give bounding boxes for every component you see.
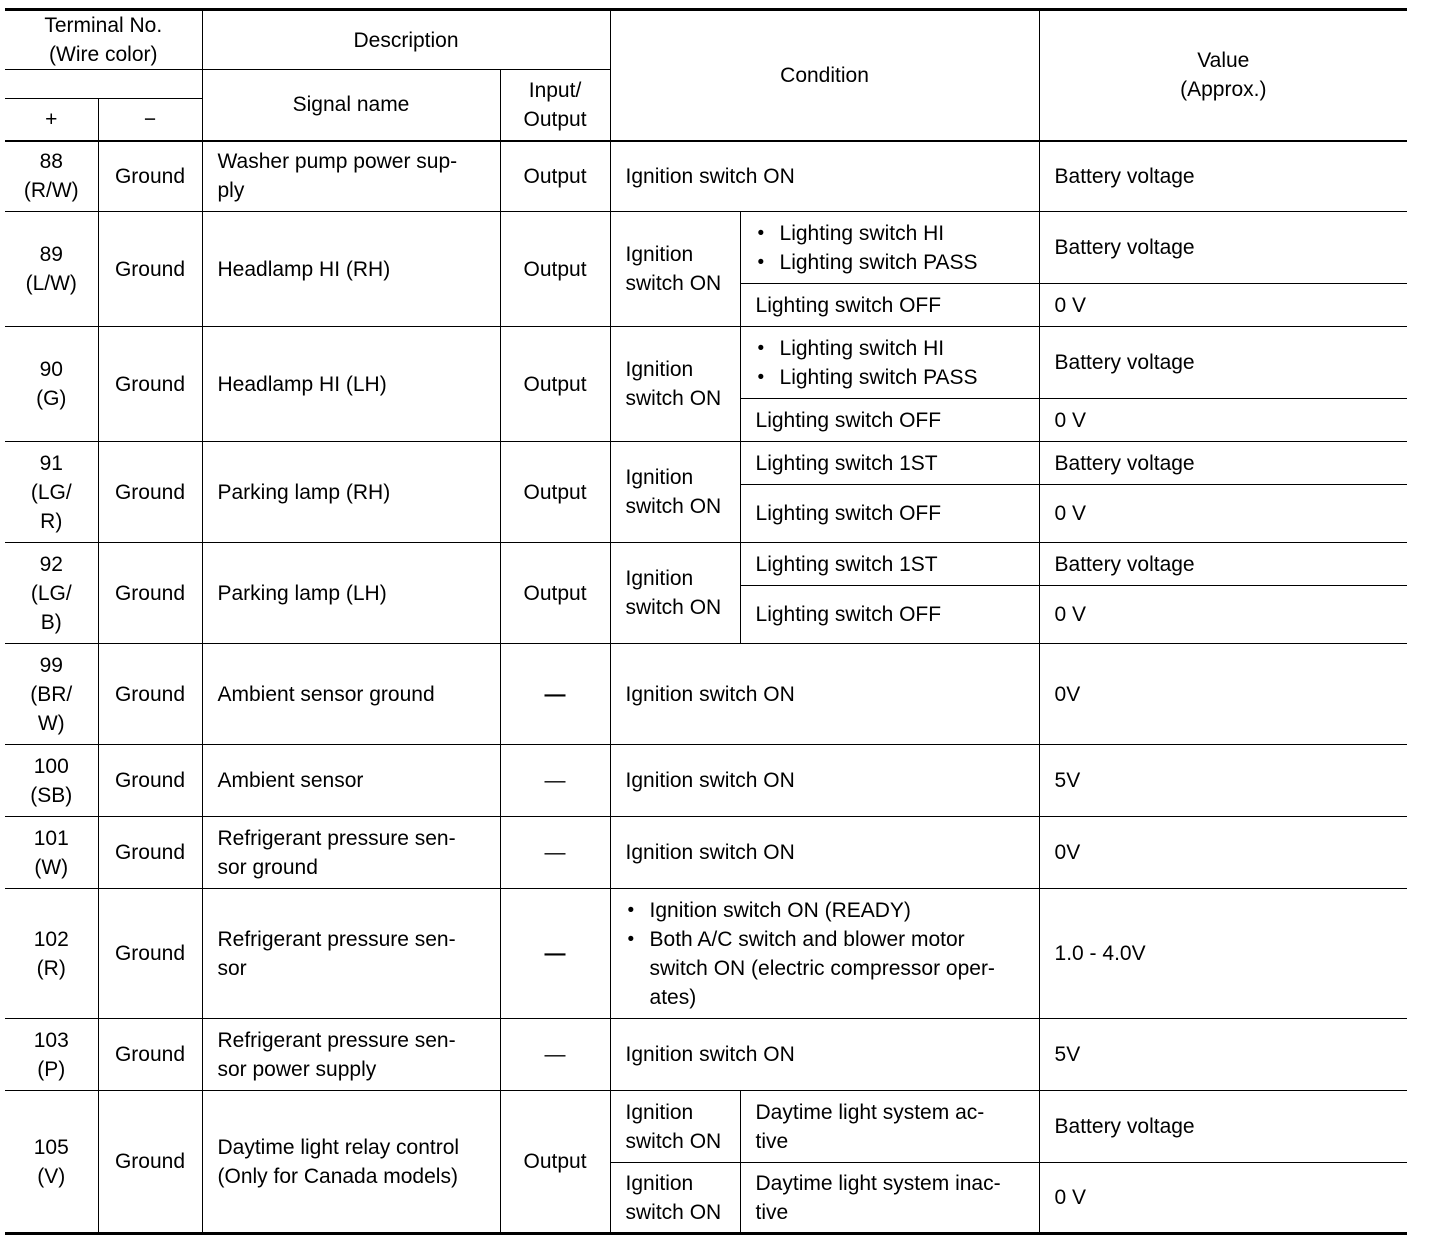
- condition-line: Ignition: [625, 466, 694, 489]
- signal-name: Headlamp HI (RH): [202, 212, 500, 327]
- condition-line: switch ON: [625, 596, 722, 619]
- header-description: Description: [202, 10, 610, 70]
- condition-line: Ignition: [625, 1171, 694, 1195]
- signal-name: [202, 817, 500, 889]
- condition-line: Ignition: [625, 1100, 694, 1124]
- value: 5V: [1039, 1019, 1407, 1091]
- terminal-cell: [5, 817, 98, 889]
- value: 0 V: [1039, 399, 1407, 442]
- terminal-cell: [5, 889, 98, 1019]
- input-output: —: [500, 817, 610, 889]
- table-row: [5, 889, 1407, 1019]
- condition-ignition: [610, 327, 740, 442]
- table-row: [5, 644, 1407, 745]
- condition-line: ates): [649, 985, 697, 1009]
- condition-sub: Lighting switch OFF: [740, 399, 1039, 442]
- terminal-number: 89: [39, 243, 63, 266]
- condition-line: switch ON: [625, 1129, 722, 1153]
- input-output: Output: [500, 141, 610, 212]
- signal-name: Ambient sensor ground: [202, 644, 500, 745]
- condition-line: switch ON: [625, 387, 722, 410]
- terminal-number: 103: [33, 1028, 69, 1052]
- input-output: Output: [500, 327, 610, 442]
- table-row: [5, 1019, 1407, 1091]
- wire-color: B): [40, 610, 62, 634]
- terminal-table: [5, 8, 1407, 1235]
- signal-line: Daytime light relay control: [217, 1135, 460, 1159]
- header-condition: Condition: [610, 10, 1039, 141]
- table-row: [5, 442, 1407, 485]
- condition-sub: Lighting switch 1ST: [740, 543, 1039, 586]
- negative-terminal: Ground: [98, 442, 202, 543]
- terminal-cell: [5, 212, 98, 327]
- condition-ignition: [610, 1163, 740, 1234]
- list-item: • Lighting switch PASS: [756, 248, 1024, 277]
- value: 0 V: [1039, 485, 1407, 543]
- value: 0 V: [1039, 1163, 1407, 1234]
- bullet-list: [626, 896, 1024, 1012]
- terminal-number: 102: [33, 927, 69, 951]
- terminal-number: 88: [39, 150, 63, 174]
- condition-line: Daytime light system inac-: [755, 1171, 1001, 1195]
- value: Battery voltage: [1039, 327, 1407, 399]
- condition: Ignition switch ON: [610, 817, 1039, 889]
- bullet-list: [756, 219, 1024, 277]
- terminal-number: 99: [39, 653, 63, 677]
- signal-name: [202, 1091, 500, 1234]
- negative-terminal: Ground: [98, 1019, 202, 1091]
- wire-color: (SB): [30, 783, 73, 807]
- terminal-cell: [5, 141, 98, 212]
- value: Battery voltage: [1039, 442, 1407, 485]
- condition-ignition: [610, 212, 740, 327]
- signal-line: (Only for Canada models): [217, 1164, 458, 1188]
- header-value-label: Value: [1197, 49, 1250, 73]
- signal-line: sor ground: [217, 855, 318, 879]
- negative-terminal: Ground: [98, 745, 202, 817]
- wire-color: (W): [34, 855, 69, 879]
- signal-name: [202, 889, 500, 1019]
- terminal-number: 92: [39, 552, 63, 576]
- terminal-number: 101: [33, 826, 69, 850]
- signal-name: Parking lamp (RH): [202, 442, 500, 543]
- condition-sub: [740, 327, 1039, 399]
- header-value: [1039, 10, 1407, 141]
- header-spacer: [5, 70, 202, 99]
- negative-terminal: Ground: [98, 543, 202, 644]
- condition-line: tive: [755, 1200, 789, 1224]
- table-row: [5, 1091, 1407, 1163]
- condition-line: Daytime light system ac-: [755, 1100, 985, 1124]
- input-output: —: [500, 889, 610, 1019]
- header-approx-label: (Approx.): [1180, 78, 1267, 102]
- table-row: [5, 141, 1407, 212]
- list-item: • Lighting switch PASS: [756, 363, 1024, 392]
- condition-sub: Lighting switch OFF: [740, 586, 1039, 644]
- signal-line: Refrigerant pressure sen-: [217, 927, 456, 951]
- condition-sub: Lighting switch 1ST: [740, 442, 1039, 485]
- terminal-cell: [5, 1019, 98, 1091]
- negative-terminal: Ground: [98, 141, 202, 212]
- header-terminal-label: Terminal No.: [44, 14, 163, 37]
- condition: Ignition switch ON: [610, 141, 1039, 212]
- terminal-cell: [5, 327, 98, 442]
- wire-color: (P): [37, 1057, 66, 1081]
- value: Battery voltage: [1039, 1091, 1407, 1163]
- terminal-cell: [5, 543, 98, 644]
- wire-color: (V): [37, 1164, 66, 1188]
- terminal-number: 100: [33, 754, 69, 778]
- terminal-number: 90: [39, 358, 63, 381]
- terminal-cell: [5, 644, 98, 745]
- wire-color: (LG/: [30, 581, 72, 605]
- list-item: • Lighting switch HI: [756, 219, 1024, 248]
- condition-line: Ignition: [625, 567, 694, 590]
- negative-terminal: Ground: [98, 889, 202, 1019]
- table-row: [5, 745, 1407, 817]
- header-signal-name: Signal name: [202, 70, 500, 141]
- wire-color: W): [37, 711, 65, 735]
- header-input-label: Input/: [528, 78, 582, 102]
- wire-color: (BR/: [30, 682, 73, 706]
- list-item: • Ignition switch ON (READY): [626, 896, 1024, 925]
- condition: Ignition switch ON: [610, 644, 1039, 745]
- signal-name: Headlamp HI (LH): [202, 327, 500, 442]
- signal-line: Refrigerant pressure sen-: [217, 826, 456, 850]
- wire-color: R): [40, 509, 63, 533]
- condition-line: switch ON (electric compressor oper-: [649, 956, 995, 980]
- signal-name: Ambient sensor: [202, 745, 500, 817]
- input-output: Output: [500, 442, 610, 543]
- negative-terminal: Ground: [98, 327, 202, 442]
- signal-line: Washer pump power sup-: [217, 150, 458, 174]
- wire-color: (L/W): [25, 272, 77, 295]
- value: Battery voltage: [1039, 543, 1407, 586]
- signal-line: sor power supply: [217, 1057, 377, 1081]
- signal-line: ply: [217, 179, 245, 203]
- condition-sub: [740, 1163, 1039, 1234]
- condition-ignition: [610, 1091, 740, 1163]
- condition-line: tive: [755, 1129, 789, 1153]
- condition-ignition: [610, 543, 740, 644]
- negative-terminal: Ground: [98, 644, 202, 745]
- condition-line: Ignition: [625, 358, 694, 381]
- condition-sub: Lighting switch OFF: [740, 284, 1039, 327]
- header-output-label: Output: [523, 107, 587, 131]
- input-output: Output: [500, 212, 610, 327]
- negative-terminal: Ground: [98, 212, 202, 327]
- value: 5V: [1039, 745, 1407, 817]
- table-row: [5, 212, 1407, 284]
- wire-color: (R): [36, 956, 66, 980]
- signal-name: [202, 1019, 500, 1091]
- table-row: [5, 543, 1407, 586]
- table-row: [5, 327, 1407, 399]
- condition-sub: [740, 1091, 1039, 1163]
- condition: Ignition switch ON: [610, 745, 1039, 817]
- header-wire-color-label: (Wire color): [49, 43, 158, 66]
- header-terminal-no: [5, 10, 202, 70]
- list-item: • Lighting switch HI: [756, 334, 1024, 363]
- bullet-list: [756, 334, 1024, 392]
- condition-sub: [740, 212, 1039, 284]
- wire-color: (R/W): [23, 179, 79, 203]
- input-output: Output: [500, 1091, 610, 1234]
- signal-name: Parking lamp (LH): [202, 543, 500, 644]
- value: 0V: [1039, 644, 1407, 745]
- terminal-number: 91: [39, 451, 63, 475]
- condition-ignition: [610, 442, 740, 543]
- negative-terminal: Ground: [98, 1091, 202, 1234]
- signal-name: [202, 141, 500, 212]
- condition-line: Ignition: [625, 243, 694, 266]
- terminal-number: 105: [33, 1135, 69, 1159]
- value: Battery voltage: [1039, 141, 1407, 212]
- header-minus: −: [98, 99, 202, 141]
- condition-line: • Both A/C switch and blower motor: [649, 927, 965, 951]
- terminal-cell: [5, 1091, 98, 1234]
- input-output: —: [500, 745, 610, 817]
- signal-line: sor: [217, 956, 247, 980]
- value: 1.0 - 4.0V: [1039, 889, 1407, 1019]
- input-output: Output: [500, 543, 610, 644]
- wire-color: (LG/: [30, 480, 72, 504]
- terminal-cell: [5, 745, 98, 817]
- header-plus: +: [5, 99, 98, 141]
- condition-line: switch ON: [625, 1200, 722, 1224]
- condition-line: switch ON: [625, 495, 722, 518]
- condition-sub: Lighting switch OFF: [740, 485, 1039, 543]
- header-input-output: [500, 70, 610, 141]
- value: 0 V: [1039, 284, 1407, 327]
- table-row: [5, 817, 1407, 889]
- signal-line: Refrigerant pressure sen-: [217, 1028, 456, 1052]
- condition: [610, 889, 1039, 1019]
- negative-terminal: Ground: [98, 817, 202, 889]
- value: 0V: [1039, 817, 1407, 889]
- input-output: —: [500, 644, 610, 745]
- condition: Ignition switch ON: [610, 1019, 1039, 1091]
- wire-color: (G): [36, 387, 67, 410]
- value: Battery voltage: [1039, 212, 1407, 284]
- list-item: [626, 925, 1024, 1012]
- value: 0 V: [1039, 586, 1407, 644]
- input-output: —: [500, 1019, 610, 1091]
- terminal-cell: [5, 442, 98, 543]
- condition-line: switch ON: [625, 272, 722, 295]
